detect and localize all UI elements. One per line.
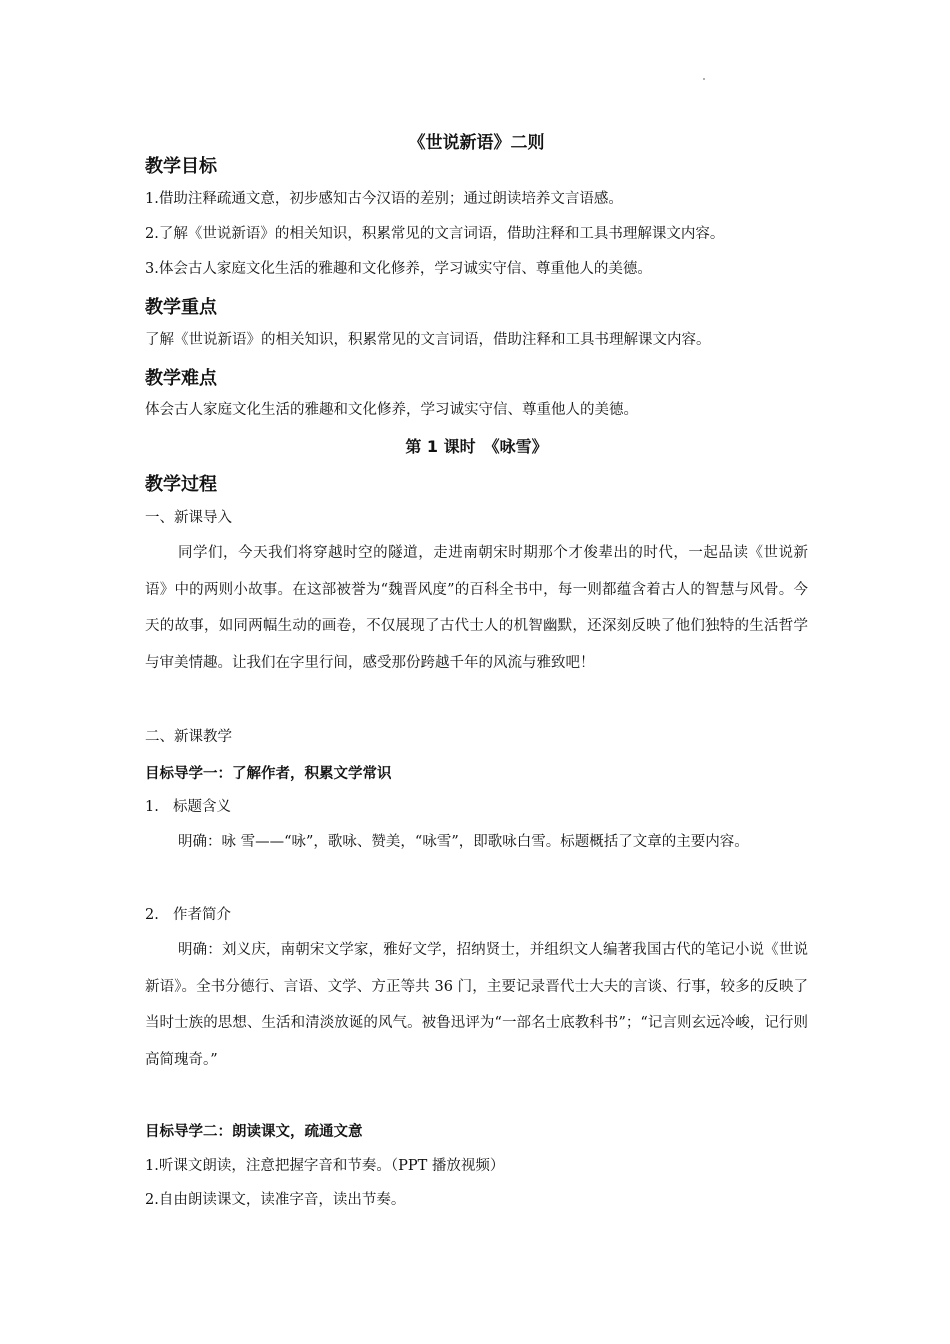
lesson-title: 第 1 课时 《咏雪》: [405, 437, 548, 456]
heading-teaching-goals: 教学目标: [145, 156, 217, 177]
intro-paragraph: 同学们，今天我们将穿越时空的隧道，走进南朝宋时期那个才俊辈出的时代，一起品读《世说新语》中的两则小故事。在这部被誉为“魏晋风度”的百科全书中，每一则都蕴含着古人的智慧与风骨。今天的故事，如同两幅生动的画卷，不仅展现了古代士人的机智幽默，还深刻反映了他们独特的生活哲学与审美情趣。让我们在字里行间，感受那份跨越千年的风流与雅致吧！: [145, 545, 808, 671]
author-intro-text: 明确：刘义庆，南朝宋文学家，雅好文学，招纳贤士，并组织文人编著我国古代的笔记小说《世说新语》。全书分德行、言语、文学、方正等共 36 门，主要记录晋代士大夫的言谈、行事，较多的反映了当时士族的思想、生活和清淡放诞的风气。被鲁迅评为“一部名士底教科书”；“记言则玄远冷峻，记行则高简瑰奇。”: [145, 942, 808, 1068]
document-title: 《世说新语》二则: [408, 133, 545, 153]
heading-teaching-process: 教学过程: [145, 474, 217, 495]
page-mark: [703, 78, 705, 80]
goal2-item-2: 2.自由朗读课文，读准字音，读出节奏。: [145, 1192, 406, 1208]
goal-item-1: 1.借助注释疏通文意，初步感知古今汉语的差别；通过朗读培养文言语感。: [145, 191, 623, 207]
goal1-heading: 目标导学一：了解作者，积累文学常识: [145, 766, 392, 782]
goal2-item-1: 1.听课文朗读，注意把握字音和节奏。（PPT 播放视频）: [145, 1158, 505, 1174]
heading-difficulties: 教学难点: [145, 368, 217, 389]
teaching-label: 二、新课教学: [145, 729, 232, 745]
goal1-item-2: [145, 904, 808, 926]
title-meaning-text: 明确：咏 雪——“咏”，歌咏、赞美，“咏雪”，即歌咏白雪。标题概括了文章的主要内容。: [178, 834, 749, 850]
goal1-item-1-label: 标题含义: [173, 799, 231, 815]
goal-item-3: 3.体会古人家庭文化生活的雅趣和文化修养，学习诚实守信、尊重他人的美德。: [145, 261, 652, 277]
key-points-text: 了解《世说新语》的相关知识，积累常见的文言词语，借助注释和工具书理解课文内容。: [145, 332, 711, 348]
intro-label: 一、新课导入: [145, 510, 232, 526]
goal-item-2: 2.了解《世说新语》的相关知识，积累常见的文言词语，借助注释和工具书理解课文内容。: [145, 226, 725, 242]
goal1-item-1-number: 1.: [145, 799, 159, 815]
difficulties-text: 体会古人家庭文化生活的雅趣和文化修养，学习诚实守信、尊重他人的美德。: [145, 402, 638, 418]
goal1-item-2-number: 2.: [145, 907, 159, 923]
goal2-heading: 目标导学二：朗读课文，疏通文意: [145, 1124, 363, 1140]
goal1-item-1: [145, 796, 808, 818]
heading-key-points: 教学重点: [145, 297, 217, 318]
goal1-item-2-label: 作者简介: [173, 907, 231, 923]
